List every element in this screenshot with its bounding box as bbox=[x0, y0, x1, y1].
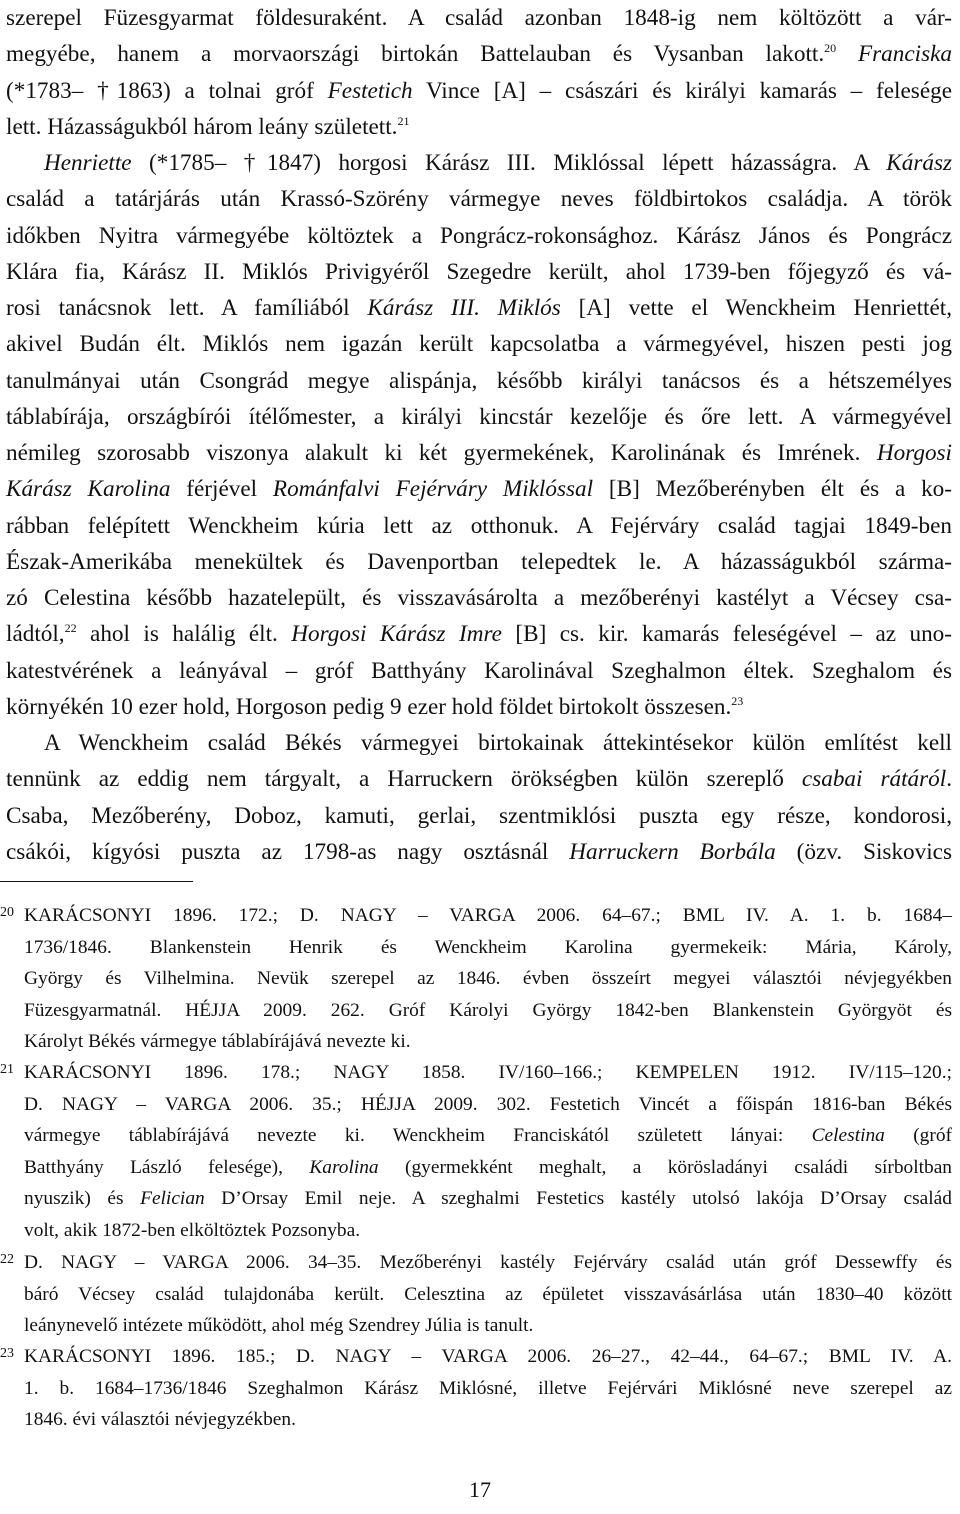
body-line bbox=[6, 580, 952, 616]
footnote-reference[interactable]: 20 bbox=[824, 41, 837, 56]
text-run: ládtól, bbox=[6, 621, 65, 648]
body-line bbox=[44, 145, 952, 181]
text-run: (*1783– †1863) a tolnai gróf bbox=[6, 77, 328, 104]
body-line bbox=[6, 508, 952, 544]
italic-text: Kárász III. Miklós bbox=[367, 295, 561, 321]
text-run: Batthyány László felesége), bbox=[24, 1156, 310, 1178]
italic-text: Celestina bbox=[811, 1125, 885, 1147]
text-run: szerepel Füzesgyarmat földesuraként. A család azonban 1848-ig nem költözött a vár- bbox=[6, 5, 952, 31]
footnote-reference[interactable]: 23 bbox=[731, 693, 744, 708]
footnote-line bbox=[24, 1120, 952, 1152]
footnote-line bbox=[24, 1026, 952, 1058]
footnote-line bbox=[24, 1183, 952, 1215]
text-run: [A] vette el Wenckheim Henriettét, bbox=[560, 295, 952, 321]
body-line bbox=[6, 435, 952, 471]
text-run: táblabírája, országbírói ítélőmester, a királyi kincstár kezelője és őre lett. A vármegyével bbox=[6, 403, 952, 430]
italic-text: Felician bbox=[140, 1188, 205, 1210]
italic-text: csabai rátáról bbox=[801, 766, 947, 793]
text-run: katestvérének a leányával – gróf Batthyány Karolinával Szeghalmon éltek. Szeghalom és bbox=[6, 657, 952, 684]
footnote-reference[interactable]: 22 bbox=[64, 621, 77, 636]
italic-text: Horgosi Kárász Imre bbox=[291, 621, 502, 648]
footnote-line bbox=[24, 963, 952, 995]
body-line bbox=[6, 0, 952, 36]
footnote-line bbox=[24, 1279, 952, 1311]
italic-text: Festetich bbox=[327, 77, 413, 104]
text-run: némileg szorosabb viszonya alakult ki két gyermekének, Karolinának és Imrének. bbox=[6, 440, 877, 466]
text-run: D. NAGY – VARGA 2006. 34–35. Mezőberényi kastély Fejérváry család után gróf Dessewffy és bbox=[24, 1252, 952, 1273]
body-line bbox=[6, 399, 952, 435]
italic-text: Karolina bbox=[309, 1156, 379, 1178]
footnote-number: 21 bbox=[0, 1062, 14, 1077]
text-run: Csaba, Mezőberény, Doboz, kamuti, gerlai, szentmiklósi puszta egy része, kondorosi, bbox=[6, 802, 952, 829]
italic-text: Kárász bbox=[886, 150, 952, 176]
body-line bbox=[6, 761, 952, 797]
body-line bbox=[6, 689, 952, 725]
text-run: (*1785– †1847) horgosi Kárász III. Miklóssal lépett házasságra. A bbox=[131, 150, 887, 176]
body-line bbox=[6, 798, 952, 834]
text-run: ahol is halálig élt. bbox=[76, 621, 292, 648]
italic-text: Harruckern Borbála bbox=[569, 838, 776, 865]
text-run: (gróf bbox=[884, 1125, 952, 1147]
text-run: 1736/1846. Blankenstein Henrik és Wenckheim Karolina gyermekeik: Mária, Károly, bbox=[24, 936, 952, 958]
text-run: KARÁCSONYI 1896. 178.; NAGY 1858. IV/160–166.; KEMPELEN 1912. IV/115–120.; bbox=[24, 1062, 952, 1083]
body-line bbox=[6, 181, 952, 217]
text-run: 1846. évi választói névjegyzékben. bbox=[24, 1409, 296, 1431]
text-run: Vince [A] – császári és királyi kamarás – felesége bbox=[412, 77, 952, 104]
text-run: rábban felépített Wenckheim kúria lett az otthonuk. A Fejérváry család tagjai 1849-ben bbox=[6, 512, 952, 539]
footnote-number: 23 bbox=[0, 1346, 14, 1361]
body-line bbox=[6, 109, 952, 145]
text-run: környékén 10 ezer hold, Horgoson pedig 9 ezer hold földet birtokolt összesen. bbox=[6, 693, 732, 720]
footnote-number: 20 bbox=[0, 905, 14, 920]
text-run: báró Vécsey család tulajdonába került. Celesztina az épületet visszavásárlása után 1830–40 között bbox=[24, 1283, 952, 1305]
text-run: D’Orsay Emil neje. A szeghalmi Festetics kastély utolsó lakója D’Orsay család bbox=[204, 1188, 952, 1210]
text-run: csákói, kígyósi puszta az 1798-as nagy osztásnál bbox=[6, 838, 570, 865]
text-run: férjével bbox=[170, 476, 273, 503]
footnote-separator bbox=[0, 881, 193, 882]
text-run: György és Vilhelmina. Nevük szerepel az 1846. évben összeírt megyei választói névjegyékben bbox=[24, 968, 952, 990]
text-run: [B] Mezőberényben élt és a ko- bbox=[593, 476, 952, 503]
text-run: Károlyt Békés vármegye táblabírájává nevezte ki. bbox=[24, 1031, 411, 1053]
footnote-line bbox=[24, 1247, 952, 1279]
body-line bbox=[6, 73, 952, 109]
body-line bbox=[6, 616, 952, 652]
footnote-line bbox=[24, 1215, 952, 1247]
text-run: Klára fia, Kárász II. Miklós Privigyéről Szegedre került, ahol 1739-ben főjegyző és vá- bbox=[6, 258, 952, 285]
text-run: KARÁCSONYI 1896. 185.; D. NAGY – VARGA 2006. 26–27., 42–44., 64–67.; BML IV. A. bbox=[24, 1346, 952, 1367]
text-run: 1. b. 1684–1736/1846 Szeghalmon Kárász Miklósné, illetve Fejérvári Miklósné neve szerepel az bbox=[24, 1377, 952, 1399]
text-run: leánynevelő intézete működött, ahol még Szendrey Júlia is tanult. bbox=[24, 1315, 534, 1337]
text-run: (özv. Siskovics bbox=[775, 838, 952, 865]
text-run: akivel Budán élt. Miklós nem igazán került kapcsolatba a vármegyével, hiszen pesti jog bbox=[6, 331, 952, 358]
text-run: A Wenckheim család Békés vármegyei birtokainak áttekintésekor külön említést kell bbox=[44, 730, 952, 756]
text-run: (gyermekként meghalt, a körösladányi családi sírboltban bbox=[378, 1156, 952, 1178]
italic-text: Horgosi bbox=[876, 440, 952, 466]
text-run: Füzesgyarmatnál. HÉJJA 2009. 262. Gróf Károlyi György 1842-ben Blankenstein Györgyöt és bbox=[24, 999, 952, 1021]
text-run: időkben Nyitra vármegyébe költöztek a Pongrácz-rokonsághoz. Kárász János és Pongrácz bbox=[6, 222, 952, 249]
footnote-line bbox=[24, 1404, 952, 1436]
italic-text: Románfalvi Fejérváry Miklóssal bbox=[272, 476, 594, 503]
text-run: volt, akik 1872-ben elköltöztek Pozsonyba. bbox=[24, 1220, 361, 1241]
text-run bbox=[836, 41, 858, 67]
body-line bbox=[6, 326, 952, 362]
footnote-line bbox=[24, 932, 952, 964]
body-line bbox=[6, 218, 952, 254]
body-line bbox=[44, 725, 952, 761]
body-line bbox=[6, 653, 952, 689]
text-run: megyébe, hanem a morvaországi birtokán Battelauban és Vysanban lakott. bbox=[6, 41, 825, 68]
footnote-line bbox=[24, 1089, 952, 1121]
body-line bbox=[6, 471, 952, 507]
footnote-line bbox=[24, 1373, 952, 1405]
text-run: . bbox=[946, 766, 952, 793]
italic-text: Kárász Karolina bbox=[6, 476, 171, 503]
text-run: Észak-Amerikába menekültek és Davenportban telepedtek le. A házasságukból szárma- bbox=[6, 548, 952, 575]
text-run: vármegye táblabírájává nevezte ki. Wenckheim Franciskától született lányai: bbox=[24, 1125, 812, 1147]
italic-text: Henriette bbox=[44, 150, 132, 176]
footnote-line bbox=[24, 1341, 952, 1373]
italic-text: Franciska bbox=[857, 41, 953, 68]
text-run: tennünk az eddig nem tárgyalt, a Harruckern örökségben külön szereplő bbox=[6, 766, 802, 793]
body-line bbox=[6, 834, 952, 870]
body-line bbox=[6, 544, 952, 580]
text-run: nyuszik) és bbox=[24, 1188, 141, 1210]
text-run: család a tatárjárás után Krassó-Szörény vármegye neves földbirtokos családja. A török bbox=[6, 186, 952, 213]
page-number: 17 bbox=[469, 1477, 491, 1502]
text-run: lett. Házasságukból három leány született. bbox=[6, 113, 398, 140]
text-run: KARÁCSONYI 1896. 172.; D. NAGY – VARGA 2006. 64–67.; BML IV. A. 1. b. 1684– bbox=[24, 905, 952, 926]
footnote-line bbox=[24, 900, 952, 932]
text-run: D. NAGY – VARGA 2006. 35.; HÉJJA 2009. 302. Festetich Vincét a főispán 1816-ban Békés bbox=[24, 1093, 952, 1115]
body-line bbox=[6, 36, 952, 72]
body-line bbox=[6, 254, 952, 290]
footnote-line bbox=[24, 1310, 952, 1342]
footnote-line bbox=[24, 1057, 952, 1089]
text-run: tanulmányai után Csongrád megye alispánja, később királyi tanácsos és a hétszemélyes bbox=[6, 367, 952, 394]
body-line bbox=[6, 290, 952, 326]
text-run: rosi tanácsnok lett. A famíliából bbox=[6, 295, 368, 321]
text-run: zó Celestina később hazatelepült, és visszavásárolta a mezőberényi kastélyt a Vécsey csa- bbox=[6, 585, 952, 611]
body-line bbox=[6, 363, 952, 399]
footnote-line bbox=[24, 995, 952, 1027]
footnote-line bbox=[24, 1152, 952, 1184]
text-run: [B] cs. kir. kamarás feleségével – az uno- bbox=[501, 621, 952, 648]
footnote-reference[interactable]: 21 bbox=[397, 113, 410, 128]
footnote-number: 22 bbox=[0, 1252, 14, 1267]
